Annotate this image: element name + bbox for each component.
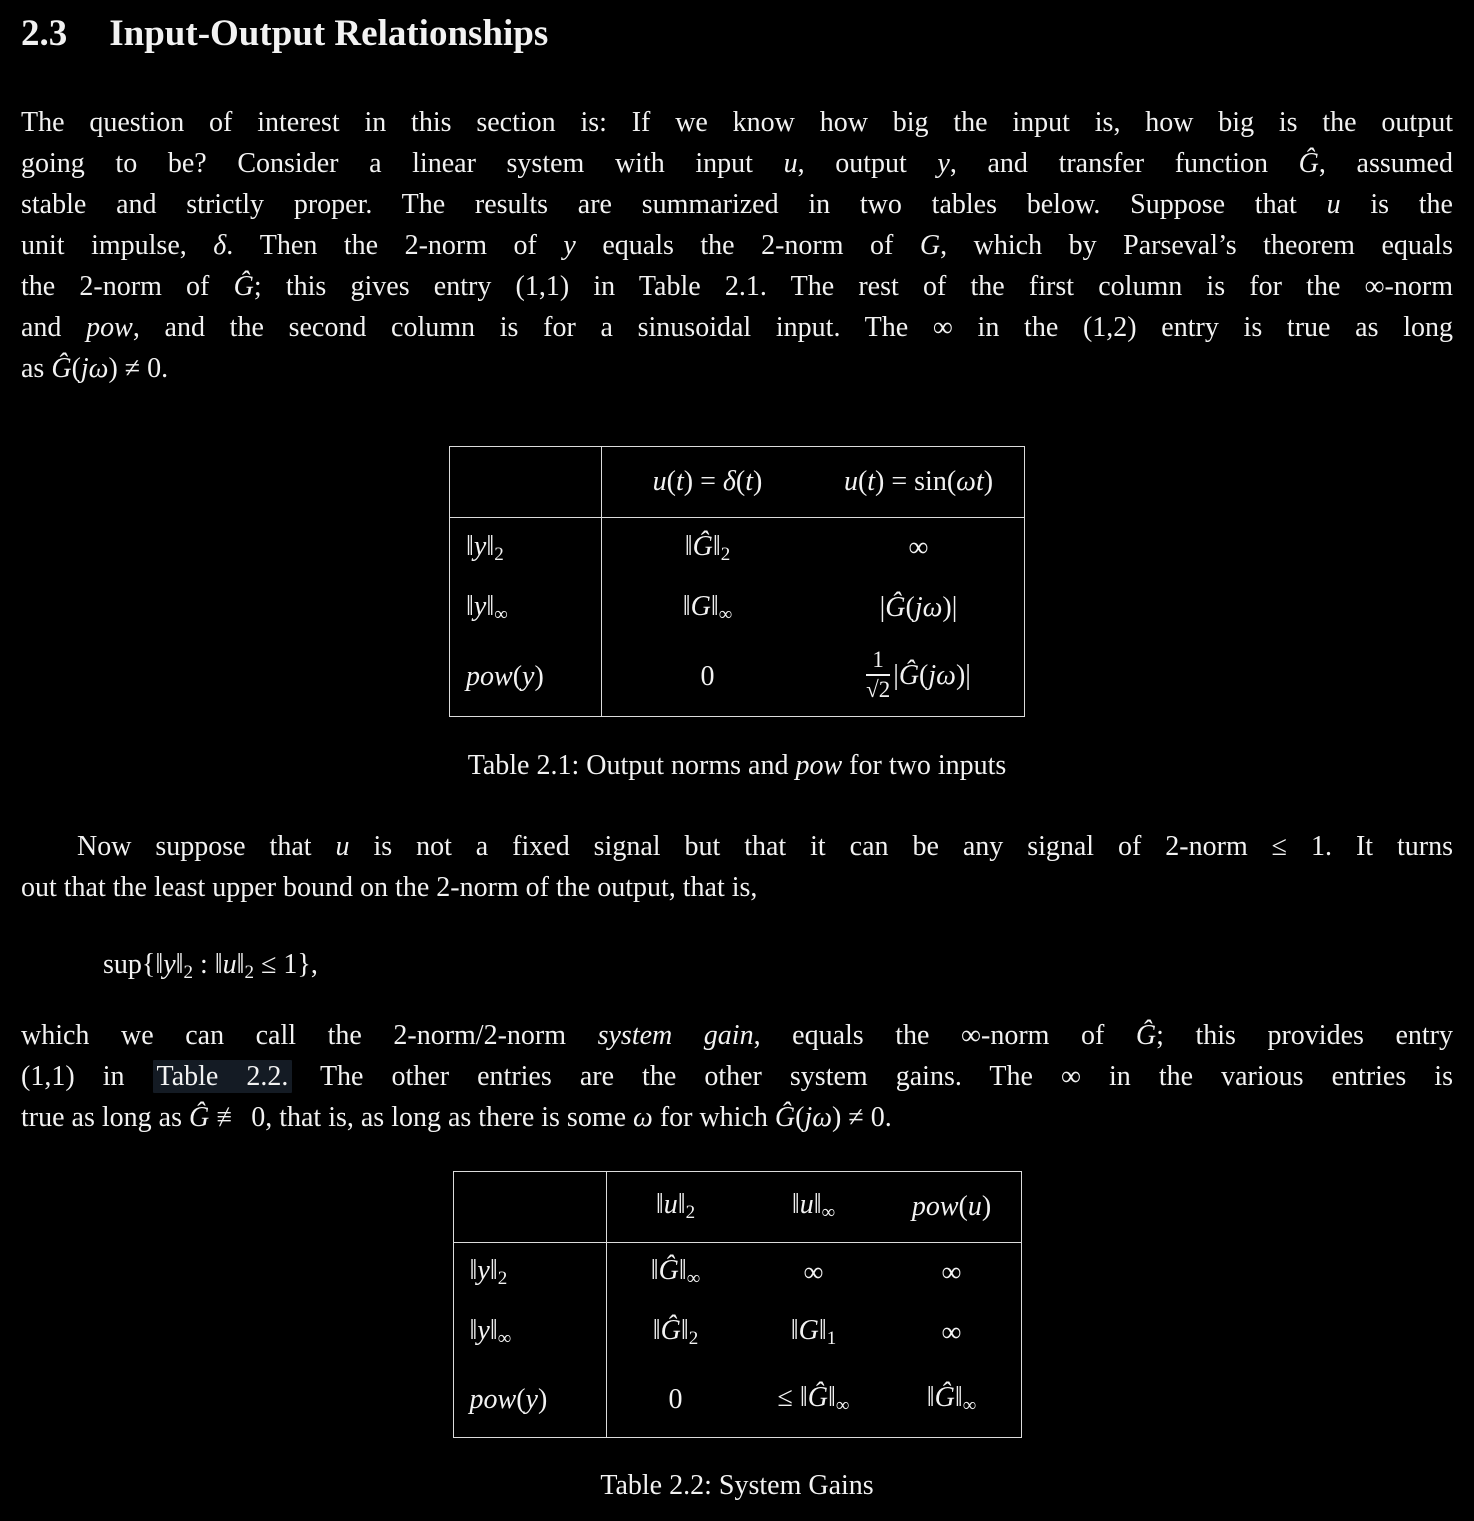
table-cell: $‖G‖_\infty$ [682,590,733,625]
section-title [21,12,1453,56]
table-cell: ∞ [941,1256,962,1288]
text-line: out that the least upper bound on the 2-norm of the output, that is, [21,872,758,903]
table-cell: $‖G‖_1$ [790,1315,837,1350]
table-cell: $‖Ĝ‖_\infty$ [650,1255,701,1290]
table-2-2-link[interactable]: Table 2.2. [153,1060,293,1093]
paragraph-system-gain [21,1015,1453,1138]
table-cell: 0 [700,661,715,692]
table-2-1-col-header: u(t) = δ(t) [602,447,814,518]
text-line: The question of interest in this section is: If we know how big the input is, how big is the output [21,107,1453,138]
table-cell: $‖Ĝ‖_2$ [652,1315,699,1350]
text-line: (1,1) in Table 2.2. The other entries are the other system gains. The ∞ in the various entries is [21,1060,1453,1092]
table-2-2-col-header: pow(u) [883,1171,1022,1242]
paragraph-suppose [21,826,1453,908]
text-line: stable and strictly proper. The results are summarized in two tables below. Suppose that u is the [21,189,1453,220]
row-label: $‖y‖_2$ [450,518,602,579]
section-name: Input-Output Relationships [109,13,549,54]
table-corner-cell [453,1171,606,1242]
text-line: Now suppose that u is not a fixed signal but that it can be any signal of 2-norm ≤ 1. It turns [77,831,1453,862]
text-line: unit impulse, δ. Then the 2-norm of y equals the 2-norm of G, which by Parseval’s theorem equals [21,230,1453,261]
row-label: $‖y‖_2$ [453,1242,606,1303]
text-line: which we can call the 2-norm/2-norm system gain, equals the ∞-norm of Ĝ; this provides entry [21,1019,1453,1051]
fraction: $\frac{1}{√2}$ [866,646,891,702]
row-label: pow(y) [450,638,602,717]
table-2-1-caption: Table 2.1: Output norms and pow for two inputs [467,750,1007,781]
table-cell: $‖Ĝ‖_\infty$ [926,1382,977,1417]
table-corner-cell [450,447,602,518]
table-2-2-col-header: $‖u‖_2$ [606,1171,745,1242]
row-label: $‖y‖_\infty$ [453,1303,606,1363]
table-cell: $\frac{1}{√2}$ |Ĝ(jω)| [866,646,971,702]
table-cell: |Ĝ(jω)| [879,592,958,623]
row-label: pow(y) [453,1363,606,1438]
table-2-2-col-header: $‖u‖_\infty$ [745,1171,883,1242]
table-cell: ∞ [908,532,929,563]
text-line: as Ĝ(jω) ≠ 0. [21,353,169,384]
table-2-2-caption: Table 2.2: System Gains [600,1469,874,1501]
section-number: 2.3 [21,13,68,54]
table-2-2 [453,1171,1022,1438]
text-line: going to be? Consider a linear system with input u, output y, and transfer function Ĝ, assumed [21,148,1453,179]
equation-sup-norm: $sup\{‖y‖_2$ : $‖u‖_2 \le 1$}, [103,949,318,983]
table-cell: 0 [668,1383,683,1415]
text-line: true as long as Ĝ ≢ 0, that is, as long as there is some ω for which Ĝ(jω) ≠ 0. [21,1101,892,1133]
text-line: and pow, and the second column is for a sinusoidal input. The ∞ in the (1,2) entry is true as long [21,312,1453,343]
paragraph-intro [21,102,1453,389]
table-cell: $‖Ĝ‖_2$ [684,530,731,565]
text-line: the 2-norm of Ĝ; this gives entry (1,1) in Table 2.1. The rest of the first column is for the ∞-norm [21,271,1453,302]
table-cell: ≤ $‖Ĝ‖_\infty$ [777,1382,850,1417]
table-cell: ∞ [803,1256,824,1288]
row-label: $‖y‖_\infty$ [450,578,602,638]
table-2-1-col-header: u(t) = sin(ωt) [813,447,1025,518]
table-2-1 [449,446,1025,717]
table-cell: ∞ [941,1316,962,1348]
